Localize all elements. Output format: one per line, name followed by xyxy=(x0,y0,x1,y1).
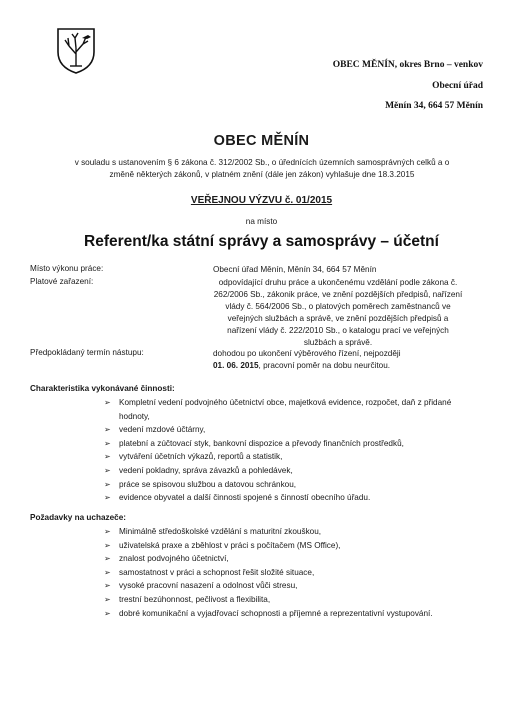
salary-value: odpovídající druhu práce a ukončenému vzdělání podle zákona č. 262/2006 Sb., zákonik práce, ve znění pozdějších předpisů, nařízení vlády č. 564/2006 Sb., o platových poměrech zaměstnanců ve veřejných službách a správě, ve znění pozdějších předpisů a nařízení vlády č. 222/2010 Sb., o katalogu prací ve veřejných službách a správě. xyxy=(213,278,463,347)
workplace-label: Místo výkonu práce: xyxy=(30,264,104,273)
na-misto-text: na místo xyxy=(245,217,278,226)
start-date-deadline: 01. 06. 2015 xyxy=(213,361,259,370)
list-item: ➢ vytváření účetních výkazů, reportů a statistik, xyxy=(104,450,474,464)
list-item: ➢ platební a zúčtovací styk, bankovní dispozice a převody finančních prostředků, xyxy=(104,437,474,451)
list-item: ➢ Kompletní vedení podvojného účetnictví obce, majetková evidence, rozpočet, daň z přidané hodnoty, xyxy=(104,398,452,421)
start-date-label: Předpokládaný termín nástupu: xyxy=(30,348,144,357)
list-item: ➢ znalost podvojného účetnictví, xyxy=(104,552,474,566)
arrow-bullet-icon: ➢ xyxy=(104,554,111,564)
arrow-bullet-icon: ➢ xyxy=(104,608,111,618)
list-item: ➢ práce se spisovou službou a datovou schránkou, xyxy=(104,478,474,492)
workplace-value: Obecní úřad Měnín, Měnín 34, 664 57 Měnín xyxy=(213,265,377,274)
list-item: ➢ vedení pokladny, správa závazků a pohledávek, xyxy=(104,464,474,478)
list-item: ➢ uživatelská praxe a zběhlost v práci s počítačem (MS Office), xyxy=(104,539,474,553)
start-date-text-2: , pracovní poměr na dobu neurčitou. xyxy=(258,361,391,370)
header-office: Obecní úřad xyxy=(432,81,483,91)
header-municipality: OBEC MĚNÍN, okres Brno – venkov xyxy=(332,60,483,70)
activities-heading: Charakteristika vykonávané činnosti: xyxy=(30,384,175,393)
arrow-bullet-icon: ➢ xyxy=(104,493,111,503)
requirements-list xyxy=(104,525,474,620)
activities-list xyxy=(104,396,474,505)
arrow-bullet-icon: ➢ xyxy=(104,479,111,489)
intro-text: v souladu s ustanovením § 6 zákona č. 312/2002 Sb., o úřednících územních samosprávných celků a o změně některých zákonů, v platném znění (dále jen zákon) vyhlašuje dne 18.3.2015 xyxy=(74,158,450,179)
arrow-bullet-icon: ➢ xyxy=(104,594,111,604)
arrow-bullet-icon: ➢ xyxy=(104,425,111,435)
arrow-bullet-icon: ➢ xyxy=(104,527,111,536)
arrow-bullet-icon: ➢ xyxy=(104,540,111,550)
salary-label: Platové zařazení: xyxy=(30,277,94,286)
position-title: Referent/ka státní správy a samosprávy – účetní xyxy=(84,233,439,250)
arrow-bullet-icon: ➢ xyxy=(104,465,111,475)
arrow-bullet-icon: ➢ xyxy=(104,581,111,591)
document-title: OBEC MĚNÍN xyxy=(213,133,310,149)
list-item: ➢ evidence obyvatel a další činnosti spojené s činností obecního úřadu. xyxy=(104,491,474,505)
list-item: ➢ dobré komunikační a vyjadřovací schopnosti a příjemné a reprezentativní vystupování. xyxy=(104,607,474,621)
arrow-bullet-icon: ➢ xyxy=(104,452,111,462)
start-date-text-1: dohodou po ukončení výběrového řízení, nejpozději xyxy=(213,349,401,358)
list-item: ➢ trestní bezúhonnost, pečlivost a flexibilita, xyxy=(104,593,474,607)
list-item: ➢ Minimálně středoškolské vzdělání s maturitní zkouškou, xyxy=(104,525,474,539)
arrow-bullet-icon: ➢ xyxy=(104,398,111,407)
requirements-heading: Požadavky na uchazeče: xyxy=(30,513,127,522)
start-date-value xyxy=(213,348,463,372)
header-address: Měnín 34, 664 57 Měnín xyxy=(385,101,483,111)
list-item: ➢ vedení mzdové účtárny, xyxy=(104,423,474,437)
arrow-bullet-icon: ➢ xyxy=(104,567,111,577)
list-item: ➢ vysoké pracovní nasazení a odolnost vůči stresu, xyxy=(104,579,474,593)
village-crest-icon xyxy=(55,26,97,74)
arrow-bullet-icon: ➢ xyxy=(104,438,111,448)
call-number: VEŘEJNOU VÝZVU č. 01/2015 xyxy=(190,195,333,206)
list-item: ➢ samostatnost v práci a schopnost řešit složité situace, xyxy=(104,566,474,580)
